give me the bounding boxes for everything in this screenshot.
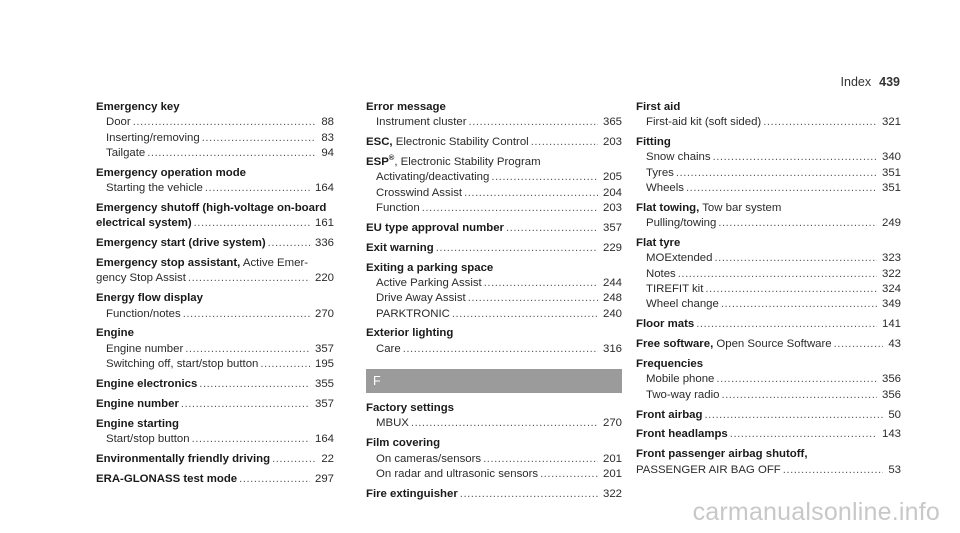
- sub-entry: Drive Away Assist ..... 248: [366, 291, 622, 306]
- entry-heading: Exit warning: [366, 241, 434, 254]
- entry-desc: Open Source Software: [713, 338, 832, 351]
- entry-heading: Engine: [96, 327, 134, 340]
- page-ref: 203: [602, 201, 622, 214]
- sub-entry: TIREFIT kit ..... 324: [636, 282, 901, 297]
- entry-heading-cont: electrical system): [96, 217, 192, 230]
- page-ref: 323: [881, 252, 901, 265]
- page-ref: 340: [881, 151, 901, 164]
- sub-entry: Crosswind Assist ..... 204: [366, 186, 622, 201]
- entry-heading: Frequencies: [636, 358, 704, 371]
- page-ref: 229: [602, 241, 622, 254]
- page-ref: 195: [314, 358, 334, 371]
- entry-heading: Fire extinguisher: [366, 487, 458, 500]
- page-number: 439: [879, 75, 900, 89]
- index-entry: [96, 452, 334, 467]
- entry-desc: , Electronic Stability Program: [394, 156, 541, 169]
- page-ref: 240: [602, 307, 622, 320]
- entry-heading: Environmentally friendly driving: [96, 452, 271, 465]
- sub-entry: First-aid kit (soft sided) ..... 321: [636, 115, 901, 130]
- index-entry: [366, 487, 622, 502]
- sub-entry: On radar and ultrasonic sensors ..... 201: [366, 467, 622, 482]
- index-entry: [366, 436, 622, 482]
- entry-heading: First aid: [636, 101, 681, 113]
- page-ref: 83: [321, 131, 334, 144]
- index-entry: [366, 401, 622, 432]
- sub-entry: PARKTRONIC ..... 240: [366, 307, 622, 322]
- entry-heading: Film covering: [366, 437, 441, 450]
- page-ref: 43: [888, 338, 901, 351]
- entry-desc: Electronic Stability Control: [392, 136, 529, 149]
- page-ref: 244: [602, 276, 622, 289]
- sub-entry: Instrument cluster ..... 365: [366, 115, 622, 130]
- entry-heading: ESP: [366, 156, 389, 169]
- index-entry: [366, 155, 622, 216]
- index-entry: [96, 397, 334, 412]
- index-entry: [636, 236, 901, 312]
- entry-heading: Free software,: [636, 338, 714, 351]
- page-ref: 297: [314, 472, 334, 485]
- index-entry: [636, 100, 901, 131]
- page-ref: 88: [321, 116, 334, 129]
- sub-entry: Wheel change ..... 349: [636, 297, 901, 312]
- index-entry: [96, 256, 334, 287]
- page-ref: 357: [602, 221, 622, 234]
- page-ref: 270: [602, 417, 622, 430]
- index-entry: [96, 377, 334, 392]
- index-entry: [96, 166, 334, 197]
- sub-entry: Door ..... 88: [96, 115, 334, 130]
- sub-entry: Inserting/removing ..... 83: [96, 131, 334, 146]
- index-column-1: [96, 100, 334, 487]
- sub-entry: Active Parking Assist ..... 244: [366, 276, 622, 291]
- page-ref: 22: [321, 452, 334, 465]
- entry-heading: Factory settings: [366, 402, 454, 415]
- index-column-2: [366, 100, 622, 502]
- page-ref: 322: [602, 487, 622, 500]
- page-ref: 321: [881, 116, 901, 129]
- entry-heading: Fitting: [636, 136, 671, 149]
- page-ref: 94: [321, 146, 334, 159]
- page-ref: 201: [602, 452, 622, 465]
- page-ref: 161: [314, 217, 334, 230]
- sub-entry: Two-way radio ..... 356: [636, 388, 901, 403]
- page-ref: 356: [881, 373, 901, 386]
- page-header: [841, 75, 900, 89]
- sub-entry: Engine number ..... 357: [96, 342, 334, 357]
- page-ref: 201: [602, 467, 622, 480]
- index-entry: [366, 221, 622, 236]
- entry-heading: Emergency start (drive system): [96, 237, 266, 250]
- index-entry: [366, 241, 622, 256]
- page-ref: 220: [314, 272, 334, 285]
- entry-desc-cont: PASSENGER AIR BAG OFF: [636, 463, 781, 476]
- page-ref: 50: [888, 408, 901, 421]
- index-entry: [96, 100, 334, 161]
- page-ref: 349: [881, 298, 901, 311]
- sub-entry: MOExtended ..... 323: [636, 251, 901, 266]
- sub-entry: MBUX ..... 270: [366, 416, 622, 431]
- index-entry: [636, 201, 901, 232]
- entry-heading: EU type approval number: [366, 221, 504, 234]
- page-ref: 336: [314, 237, 334, 250]
- entry-heading: ERA-GLONASS test mode: [96, 472, 238, 485]
- entry-desc: Tow bar system: [699, 201, 782, 214]
- sub-entry: Tailgate ..... 94: [96, 146, 334, 161]
- index-entry: [366, 261, 622, 322]
- entry-heading: Emergency operation mode: [96, 166, 247, 179]
- page-ref: 205: [602, 171, 622, 184]
- entry-desc-cont: gency Stop Assist: [96, 272, 186, 285]
- page-ref: 357: [314, 342, 334, 355]
- page-ref: 249: [881, 217, 901, 230]
- page-ref: 351: [881, 166, 901, 179]
- index-entry: [96, 236, 334, 251]
- index-entry: [636, 135, 901, 196]
- sub-entry: On cameras/sensors ..... 201: [366, 452, 622, 467]
- index-entry: [96, 472, 334, 487]
- index-column-3: [636, 100, 901, 478]
- entry-heading: Front airbag: [636, 408, 703, 421]
- entry-heading: Error message: [366, 101, 446, 113]
- index-entry: [636, 317, 901, 332]
- index-entry: [366, 135, 622, 150]
- index-entry: [636, 357, 901, 403]
- entry-desc: Active Emer-: [240, 257, 309, 270]
- index-entry: [366, 100, 622, 131]
- sub-entry: Activating/deactivating ..... 205: [366, 170, 622, 185]
- entry-heading: Exterior lighting: [366, 327, 454, 340]
- entry-heading: Emergency shutoff (high-voltage on-board: [96, 201, 327, 214]
- page-ref: 351: [881, 182, 901, 195]
- index-entry: [366, 326, 622, 357]
- sub-entry: Tyres ..... 351: [636, 166, 901, 181]
- sub-entry: Mobile phone ..... 356: [636, 372, 901, 387]
- registered-mark: ®: [388, 153, 395, 163]
- page-ref: 141: [881, 318, 901, 331]
- page-ref: 204: [602, 186, 622, 199]
- index-label: Index: [840, 75, 872, 89]
- sub-entry: Function ..... 203: [366, 201, 622, 216]
- page-ref: 248: [602, 292, 622, 305]
- entry-heading: Exiting a parking space: [366, 261, 494, 274]
- entry-heading: Engine electronics: [96, 377, 198, 390]
- index-entry: [636, 427, 901, 442]
- entry-heading: Floor mats: [636, 318, 695, 331]
- entry-heading: Flat tyre: [636, 237, 681, 250]
- index-entry: [96, 201, 334, 232]
- entry-heading: Engine number: [96, 397, 179, 410]
- index-entry: [96, 326, 334, 372]
- entry-heading: Emergency stop assistant,: [96, 257, 241, 270]
- page-ref: 324: [881, 283, 901, 296]
- sub-entry: Function/notes ..... 270: [96, 307, 334, 322]
- page-ref: 322: [881, 267, 901, 280]
- index-entry: [96, 417, 334, 448]
- section-letter-f: F: [366, 369, 622, 393]
- index-entry: [636, 408, 901, 423]
- entry-heading: ESC,: [366, 136, 393, 149]
- sub-entry: Pulling/towing ..... 249: [636, 216, 901, 231]
- sub-entry: Start/stop button ..... 164: [96, 432, 334, 447]
- sub-entry: Care ..... 316: [366, 342, 622, 357]
- page-ref: 203: [602, 136, 622, 149]
- entry-heading: Front passenger airbag shutoff,: [636, 448, 808, 461]
- index-entry: [636, 447, 901, 478]
- page-ref: 270: [314, 307, 334, 320]
- sub-entry: Wheels ..... 351: [636, 181, 901, 196]
- sub-entry: Switching off, start/stop button ..... 195: [96, 357, 334, 372]
- entry-heading: Front headlamps: [636, 428, 728, 441]
- sub-entry: Starting the vehicle ..... 164: [96, 181, 334, 196]
- page-ref: 316: [602, 342, 622, 355]
- page-ref: 365: [602, 116, 622, 129]
- page-ref: 164: [314, 182, 334, 195]
- page-ref: 164: [314, 432, 334, 445]
- entry-heading: Engine starting: [96, 417, 179, 430]
- entry-heading: Flat towing,: [636, 201, 700, 214]
- entry-heading: Energy flow display: [96, 292, 203, 305]
- sub-entry: Snow chains ..... 340: [636, 150, 901, 165]
- sub-entry: Notes ..... 322: [636, 267, 901, 282]
- page-ref: 356: [881, 388, 901, 401]
- entry-heading: Emergency key: [96, 101, 180, 113]
- page-ref: 357: [314, 397, 334, 410]
- page-ref: 355: [314, 377, 334, 390]
- page-ref: 143: [881, 428, 901, 441]
- index-entry: [636, 337, 901, 352]
- index-entry: [96, 291, 334, 322]
- watermark: carmanualsonline.info: [692, 498, 940, 526]
- page-ref: 53: [888, 463, 901, 476]
